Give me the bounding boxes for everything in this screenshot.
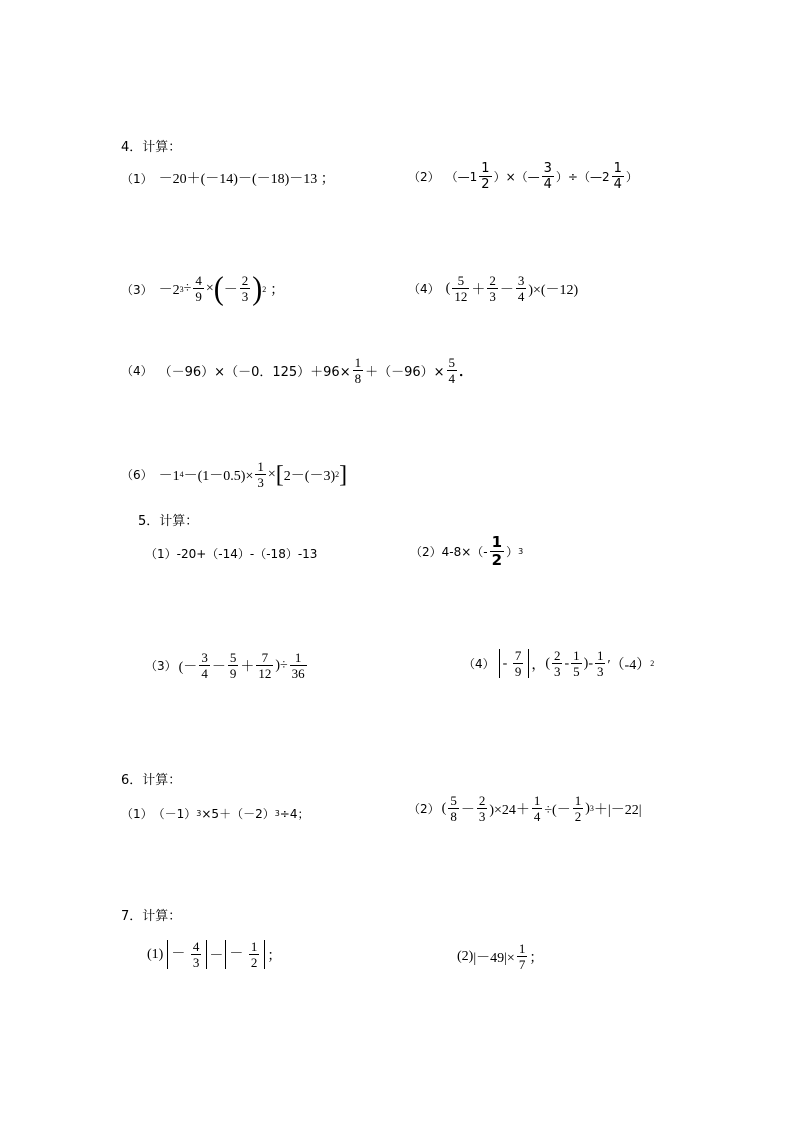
problem-label: （4）	[408, 282, 440, 297]
denominator: 3	[192, 954, 200, 970]
right-paren: )	[252, 270, 263, 307]
expr-part: （－96）×（－0．125）＋96×	[158, 365, 351, 381]
expr-part: (－	[178, 659, 198, 675]
denominator: 3	[553, 663, 561, 679]
numerator: 2	[553, 648, 561, 663]
numerator: 2	[489, 273, 496, 288]
exponent: 3	[274, 809, 280, 818]
section-6-title: 6．计算：	[121, 773, 182, 788]
numerator: 1	[354, 355, 362, 370]
expr-part: ．	[459, 364, 474, 380]
expr-part: ＋	[240, 659, 255, 675]
fraction	[447, 356, 458, 385]
denominator: 4	[448, 370, 456, 386]
expr-part: ＋（－96）×	[365, 365, 445, 381]
fraction	[452, 274, 469, 303]
problem-7-1	[147, 940, 281, 969]
denominator: 3	[241, 289, 249, 304]
numerator: 1	[257, 459, 264, 474]
expr-part: ）	[506, 545, 519, 560]
expr-part: 4-8×（-	[441, 545, 488, 560]
expr-part: －	[460, 802, 475, 818]
denominator: 8	[450, 808, 457, 824]
expr-part: ）	[625, 170, 638, 185]
exponent: 2	[650, 659, 655, 669]
problem-5-3	[145, 651, 309, 680]
exponent: 2	[335, 470, 340, 480]
expr-part: ，	[531, 657, 546, 673]
problem-5-2	[410, 535, 523, 569]
fraction	[517, 942, 528, 971]
numerator: 4	[195, 273, 202, 289]
expression: －20＋(－14)－(－18)－13 ；	[158, 172, 335, 187]
numerator: 1	[481, 161, 490, 176]
expr-part: ÷4；	[279, 807, 310, 821]
denominator: 5	[573, 663, 580, 679]
expr-part: －	[209, 948, 224, 964]
problem-label: (2)	[457, 948, 474, 964]
numerator: 1	[533, 793, 541, 808]
denominator: 4	[543, 176, 552, 192]
fraction	[487, 274, 498, 303]
problem-label: （3）	[145, 659, 177, 674]
expr-part: ×	[205, 281, 214, 296]
problem-label: （2）	[410, 545, 442, 560]
right-bracket: ]	[339, 461, 348, 488]
fraction	[542, 162, 554, 191]
expr-part: ）÷（—2	[555, 170, 610, 185]
exponent: 2	[262, 284, 267, 294]
exponent: 3	[518, 547, 524, 557]
expr-part: ）×（—	[493, 170, 540, 185]
numerator: 5	[457, 273, 465, 288]
expr-part: )×24＋	[489, 802, 530, 818]
fraction	[193, 274, 204, 303]
problem-label: （1）	[145, 547, 177, 561]
numerator: 7	[261, 650, 269, 665]
numerator: 3	[517, 273, 525, 288]
problem-5-1	[145, 545, 317, 562]
denominator: 9	[229, 665, 237, 681]
fraction	[477, 794, 488, 823]
numerator: 1	[574, 793, 582, 808]
section-4-title: 4．计算：	[121, 140, 182, 155]
expr-part: ×	[267, 466, 276, 482]
fraction	[490, 535, 504, 569]
problem-label: （4）	[121, 364, 153, 379]
denominator: 12	[454, 288, 468, 304]
denominator: 12	[258, 665, 272, 681]
numerator: 5	[229, 650, 237, 665]
section-7-title: 7．计算：	[121, 909, 182, 924]
expr-part: －	[229, 946, 244, 962]
fraction	[199, 651, 210, 680]
expr-part: ＋|－22|	[593, 802, 642, 818]
expr-part: )×(－12)	[528, 282, 579, 298]
exponent: 3	[179, 284, 184, 294]
problem-label: (1)	[147, 946, 164, 962]
denominator: 9	[514, 663, 522, 679]
problem-label: （1）	[121, 171, 153, 186]
numerator: 3	[201, 650, 208, 665]
exponent: 3	[196, 809, 202, 818]
problem-4-4	[408, 274, 578, 303]
fraction	[255, 460, 266, 489]
numerator: 1	[573, 648, 580, 663]
exponent: 4	[179, 470, 184, 480]
exponent: 3	[589, 804, 594, 814]
expression: -20+（-14）-（-18）-13	[176, 547, 318, 561]
expr-part: (	[445, 280, 451, 296]
expr-part: (	[441, 800, 447, 816]
fraction	[513, 649, 524, 678]
fraction	[249, 940, 260, 969]
expr-part: (	[545, 655, 550, 671]
numerator: 1	[250, 939, 258, 954]
fraction	[516, 274, 527, 303]
problem-label: （4）	[463, 657, 495, 672]
expr-part: －2	[158, 283, 180, 298]
absolute-value	[167, 940, 207, 969]
numerator: 5	[448, 355, 456, 370]
denominator: 3	[257, 474, 264, 490]
section-5-title: 5．计算：	[138, 514, 199, 529]
expr-part: 2－(－3)	[283, 468, 336, 484]
denominator: 2	[481, 176, 490, 192]
expr-part: －1	[158, 468, 180, 484]
numerator: 2	[241, 273, 249, 289]
denominator: 2	[491, 550, 503, 569]
expr-part: ÷	[183, 281, 192, 296]
expr-part: ×5＋（－2）	[201, 807, 275, 821]
denominator: 2	[250, 954, 258, 970]
expr-part: )	[585, 800, 590, 816]
problem-4-5	[121, 356, 473, 385]
problem-label: （1）	[121, 807, 153, 821]
problem-6-2	[408, 794, 642, 823]
expr-part: ；	[529, 950, 544, 966]
fraction	[532, 794, 543, 823]
problem-7-2	[457, 942, 543, 971]
expr-part: ；	[267, 948, 282, 964]
left-paren: (	[213, 270, 224, 307]
problem-6-1	[121, 805, 310, 822]
denominator: 4	[201, 665, 208, 681]
denominator: 2	[574, 808, 582, 824]
expr-part: ÷(－	[544, 802, 571, 818]
denominator: 4	[517, 288, 525, 304]
fraction	[479, 162, 491, 191]
denominator: 3	[478, 808, 486, 824]
expr-part: －	[211, 659, 226, 675]
fraction	[552, 649, 563, 678]
expr-part: ＋	[471, 282, 486, 298]
numerator: 7	[514, 648, 522, 663]
fraction	[353, 356, 364, 385]
fraction	[573, 794, 584, 823]
fraction	[448, 794, 459, 823]
fraction	[612, 162, 624, 191]
fraction	[240, 274, 251, 303]
fraction	[290, 651, 307, 680]
problem-4-2	[408, 162, 638, 191]
problem-4-3	[121, 270, 285, 307]
problem-label: （3）	[121, 282, 153, 297]
expr-part: |－49|×	[473, 950, 515, 966]
denominator: 36	[291, 665, 305, 681]
expr-part: －(1－0.5)×	[183, 468, 254, 484]
numerator: 4	[192, 939, 200, 954]
denominator: 3	[489, 288, 496, 304]
expr-part: ′（-4）	[607, 657, 651, 673]
problem-5-4	[463, 649, 654, 678]
expr-part: －	[223, 283, 238, 298]
expr-part: （—1	[445, 170, 478, 185]
problem-4-1	[121, 168, 335, 188]
absolute-value	[499, 649, 530, 678]
expr-part: （－1）	[152, 807, 197, 821]
problem-4-6	[121, 460, 347, 489]
expr-part: )÷	[275, 657, 288, 673]
fraction	[595, 649, 606, 678]
numerator: 1	[613, 161, 622, 176]
numerator: 1	[294, 650, 302, 665]
numerator: 1	[518, 941, 526, 956]
denominator: 8	[354, 370, 362, 386]
denominator: 4	[533, 808, 541, 824]
denominator: 9	[195, 289, 202, 304]
expr-part: )-	[583, 655, 593, 671]
fraction	[228, 651, 239, 680]
problem-label: （2）	[408, 170, 440, 185]
numerator: 3	[543, 161, 552, 176]
expr-part: -	[564, 655, 570, 671]
denominator: 7	[518, 956, 526, 972]
numerator: 2	[478, 793, 486, 808]
expr-part: ；	[270, 283, 285, 298]
denominator: 3	[596, 663, 604, 679]
expr-part: －	[499, 282, 514, 298]
problem-label: （6）	[121, 468, 153, 483]
fraction	[571, 649, 582, 678]
problem-label: （2）	[408, 802, 440, 817]
numerator: 1	[491, 533, 503, 551]
fraction	[256, 651, 273, 680]
numerator: 1	[596, 648, 604, 663]
fraction	[191, 940, 202, 969]
expr-part: －	[171, 946, 186, 962]
left-bracket: [	[275, 461, 284, 488]
denominator: 4	[613, 176, 622, 192]
absolute-value	[225, 940, 265, 969]
numerator: 5	[450, 793, 457, 808]
expr-part: -	[502, 655, 508, 671]
